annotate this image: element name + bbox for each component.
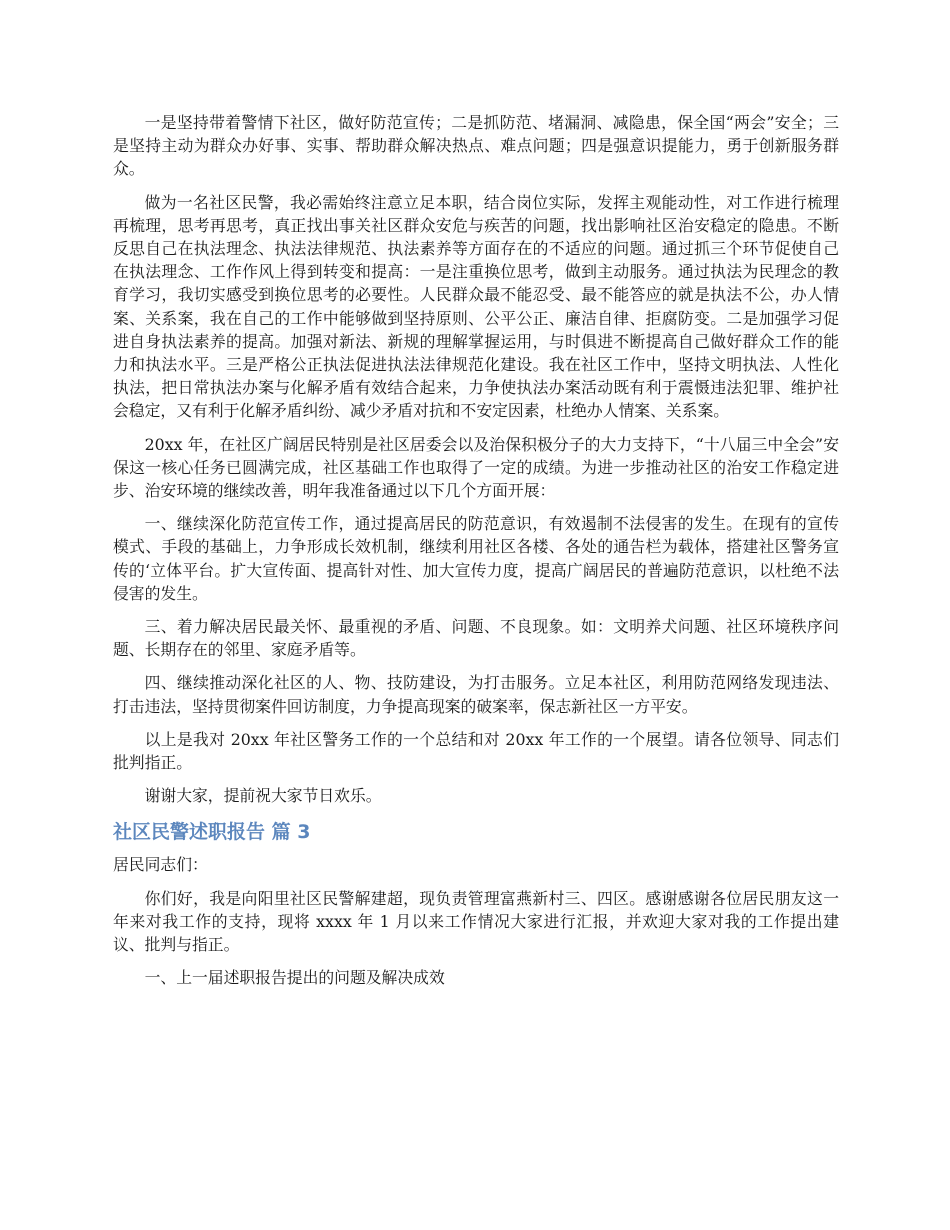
paragraph: 谢谢大家，提前祝大家节日欢乐。	[144, 786, 382, 806]
paragraph: 20xx 年，在社区广阔居民特别是社区居委会以及治保积极分子的大力支持下，“十八届三中全会”安保这一核心任务已圆满完成，社区基础工作也取得了一定的成绩。为进一步推动社区的治安工作稳定进步、治安环境的继续改善，明年我准备通过以下几个方面开展：	[113, 434, 839, 501]
document-page	[113, 111, 839, 1000]
paragraph: 一是坚持带着警情下社区，做好防范宣传；二是抓防范、堵漏洞、减隐患，保全国“两会”安全；三是坚持主动为群众办好事、实事、帮助群众解决热点、难点问题；四是强意识提能力，勇于创新服务群众。	[113, 113, 839, 179]
paragraph: 你们好，我是向阳里社区民警解建超，现负责管理富燕新村三、四区。感谢感谢各位居民朋友这一年来对我工作的支持，现将 xxxx 年 1 月以来工作情况大家进行汇报，并欢迎大家对我的工作提出建议、批判与指正。	[113, 888, 839, 955]
paragraph: 一、上一届述职报告提出的问题及解决成效	[144, 968, 445, 988]
paragraph: 一、继续深化防范宣传工作，通过提高居民的防范意识，有效遏制不法侵害的发生。在现有的宣传模式、手段的基础上，力争形成长效机制，继续利用社区各楼、各处的通告栏为载体，搭建社区警务宣传的‘立体平台。扩大宣传面、提高针对性、加大宣传力度，提高广阔居民的普遍防范意识，以杜绝不法侵害的发生。	[113, 514, 839, 603]
paragraph: 以上是我对 20xx 年社区警务工作的一个总结和对 20xx 年工作的一个展望。请各位领导、同志们批判指正。	[113, 729, 839, 773]
paragraph: 做为一名社区民警，我必需始终注意立足本职，结合岗位实际，发挥主观能动性，对工作进行梳理再梳理，思考再思考，真正找出事关社区群众安危与疾苦的问题，找出影响社区治安稳定的隐患。不断反思自己在执法理念、执法法律规范、执法素养等方面存在的不适应的问题。通过抓三个环节促使自己在执法理念、工作作风上得到转变和提高：一是注重换位思考，做到主动服务。通过执法为民理念的教育学习，我切实感受到换位思考的必要性。人民群众最不能忍受、最不能答应的就是执法不公，办人情案、关系案，我在自己的工作中能够做到坚持原则、公平公正、廉洁自律、拒腐防变。二是加强学习促进自身执法素养的提高。加强对新法、新规的理解掌握运用，与时俱进不断提高自己做好群众工作的能力和执法水平。三是严格公正执法促进执法法律规范化建设。我在社区工作中，坚持文明执法、人性化执法，把日常执法办案与化解矛盾有效结合起来，力争使执法办案活动既有利于震慑违法犯罪、维护社会稳定，又有利于化解矛盾纠纷、减少矛盾对抗和不安定因素，杜绝办人情案、关系案。	[113, 192, 839, 421]
section-heading: 社区民警述职报告 篇 3	[113, 821, 311, 844]
paragraph: 四、继续推动深化社区的人、物、技防建设，为打击服务。立足本社区，利用防范网络发现违法、打击违法，坚持贯彻案件回访制度，力争提高现案的破案率，保志新社区一方平安。	[113, 673, 839, 716]
salutation: 居民同志们：	[113, 855, 208, 875]
paragraph: 三、着力解决居民最关怀、最重视的矛盾、问题、不良现象。如：文明养犬问题、社区环境秩序问题、长期存在的邻里、家庭矛盾等。	[113, 617, 839, 660]
